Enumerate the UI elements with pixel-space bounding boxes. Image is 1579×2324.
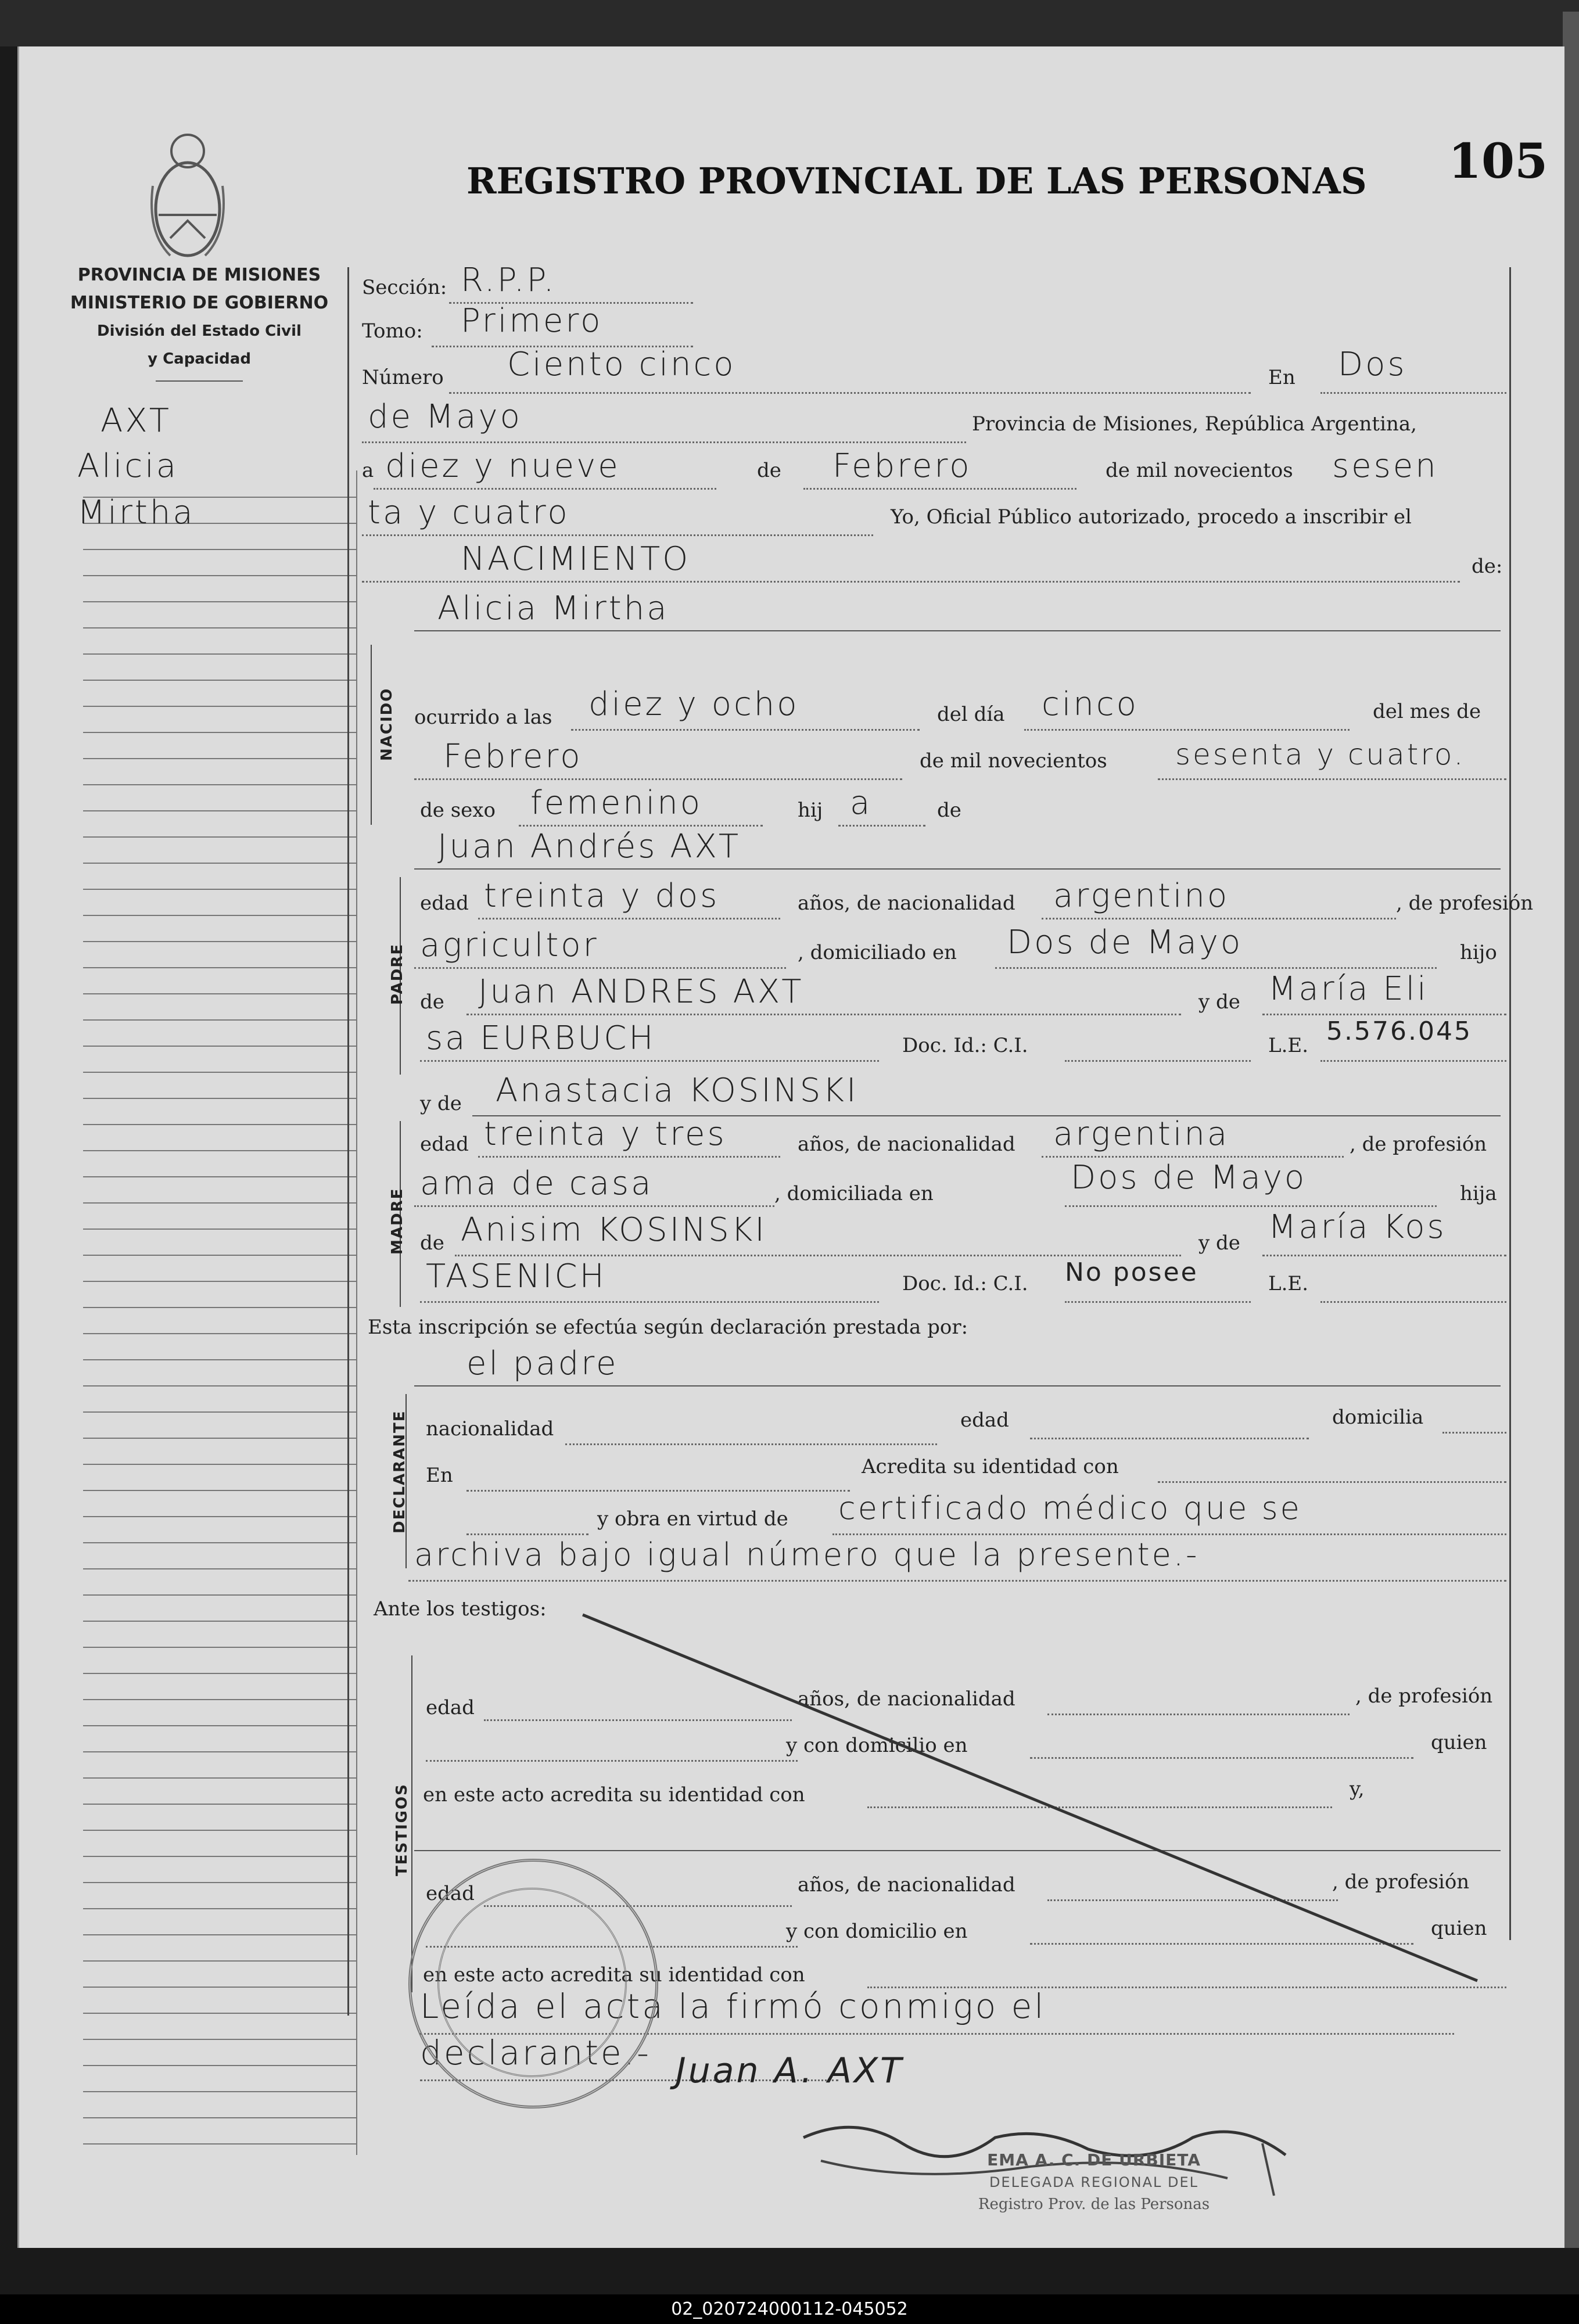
- seccion-value: R.P.P.: [461, 261, 557, 299]
- certificado-value: certificado médico que se: [838, 1490, 1302, 1526]
- leida-line-1: Leída el acta la firmó conmigo el: [420, 1987, 1046, 2026]
- anio1-value: sesen: [1332, 447, 1438, 485]
- madre-dom-label: , domiciliada en: [774, 1182, 934, 1205]
- ocurrido-label: ocurrido a las: [414, 706, 552, 729]
- ante-testigos-label: Ante los testigos:: [374, 1597, 547, 1621]
- division-name: División del Estado Civil: [97, 322, 302, 340]
- division-name-2: y Capacidad: [148, 350, 251, 368]
- padre-nac-label: años, de nacionalidad: [798, 892, 1015, 915]
- madre-doc-label: Doc. Id.: C.I.: [902, 1272, 1028, 1295]
- padre-madre1-value: María Eli: [1268, 970, 1429, 1008]
- official-seal-inner: [437, 1888, 627, 2077]
- official-name: EMA A. C. DE URBIETA: [987, 2150, 1201, 2169]
- scan-caption: 02_020724000112-045052: [0, 2294, 1579, 2324]
- t2-nac-label: años, de nacionalidad: [798, 1873, 1015, 1896]
- province-name: PROVINCIA DE MISIONES: [77, 265, 321, 285]
- t2-edad-label: edad: [426, 1882, 475, 1905]
- madre-y-de-label: y de: [420, 1092, 462, 1115]
- acto-value: NACIMIENTO: [461, 540, 691, 578]
- madre-nac-label: años, de nacionalidad: [798, 1133, 1015, 1156]
- hij-label: hij: [798, 799, 823, 822]
- padre-le-label: L.E.: [1268, 1034, 1309, 1057]
- de-mil-label: de mil novecientos: [1106, 459, 1293, 482]
- decl-edad-label: edad: [960, 1409, 1009, 1432]
- padre-dom-value: Dos de Mayo: [1007, 924, 1243, 961]
- seccion-label: Sección:: [362, 276, 447, 299]
- declarante-value: el padre: [466, 1345, 619, 1382]
- de-label-2: de: [937, 799, 961, 822]
- de-colon-label: de:: [1472, 555, 1503, 578]
- del-mes-label: del mes de: [1373, 700, 1481, 723]
- declaracion-label: Esta inscripción se efectúa según declaración prestada por:: [368, 1316, 968, 1339]
- register-page: [17, 46, 1564, 2248]
- numero-label: Número: [362, 366, 444, 389]
- official-office: Registro Prov. de las Personas: [978, 2196, 1210, 2213]
- provincia-label: Provincia de Misiones, República Argentina,: [972, 412, 1417, 436]
- lugar-value: de Mayo: [368, 398, 522, 436]
- tomo-label: Tomo:: [362, 319, 423, 343]
- t2-domicilio-label: y con domicilio en: [786, 1920, 968, 1943]
- del-dia-label: del día: [937, 703, 1005, 726]
- mes-value: Febrero: [832, 447, 972, 485]
- book-top-edge: [0, 0, 1579, 46]
- decl-obra-label: y obra en virtud de: [597, 1507, 788, 1531]
- madre-dom-value: Dos de Mayo: [1071, 1159, 1307, 1197]
- padre-nac-value: argentino: [1053, 877, 1230, 915]
- decl-nacionalidad-label: nacionalidad: [426, 1417, 554, 1441]
- padre-padre-value: Juan ANDRES AXT: [478, 973, 804, 1011]
- madre-madre2-value: TASENICH: [426, 1258, 607, 1295]
- leida-line-2: declarante.-: [420, 2033, 651, 2072]
- madre-nombre-value: Anastacia KOSINSKI: [496, 1072, 859, 1109]
- anio-nac-value: sesenta y cuatro.: [1175, 738, 1466, 771]
- page-title: REGISTRO PROVINCIAL DE LAS PERSONAS: [466, 160, 1367, 202]
- padre-doc-label: Doc. Id.: C.I.: [902, 1034, 1028, 1057]
- official-stamp-text: [920, 2149, 1268, 2215]
- t1-quien-label: quien: [1431, 1731, 1487, 1754]
- decl-en-label: En: [426, 1464, 453, 1487]
- hij-value: a: [850, 784, 873, 822]
- madre-nac-value: argentina: [1053, 1115, 1230, 1153]
- padre-nombre-value: Juan Andrés AXT: [437, 828, 741, 865]
- declarante-section-label: DECLARANTE: [391, 1410, 408, 1533]
- madre-y-de-label-2: y de: [1198, 1231, 1240, 1255]
- en-label: En: [1268, 366, 1296, 389]
- padre-prof-value: agricultor: [420, 926, 599, 964]
- padre-edad-label: edad: [420, 892, 469, 915]
- dia-nac-value: cinco: [1042, 685, 1139, 723]
- t1-domicilio-label: y con domicilio en: [786, 1734, 968, 1757]
- de-mil-nov-label: de mil novecientos: [920, 749, 1107, 773]
- t2-quien-label: quien: [1431, 1917, 1487, 1940]
- madre-de-label: de: [420, 1231, 444, 1255]
- de-label: de: [757, 459, 781, 482]
- t2-prof-label: , de profesión: [1332, 1870, 1470, 1894]
- testigos-section-label: TESTIGOS: [393, 1783, 411, 1876]
- mes-nac-value: Febrero: [443, 738, 583, 775]
- madre-prof-label: , de profesión: [1350, 1133, 1487, 1156]
- madre-le-label: L.E.: [1268, 1272, 1309, 1295]
- book-right-edge: [1563, 12, 1579, 2248]
- padre-madre2-value: sa EURBUCH: [426, 1019, 656, 1057]
- dia-value: diez y nueve: [385, 447, 620, 485]
- a-label: a: [362, 459, 374, 482]
- cancellation-stroke: [19, 46, 1564, 2248]
- padre-y-de-label: y de: [1198, 990, 1240, 1014]
- ministry-name: MINISTERIO DE GOBIERNO: [70, 293, 329, 313]
- t1-y-label: y,: [1350, 1777, 1365, 1801]
- margin-first-name: Alicia: [77, 447, 179, 485]
- padre-de-label: de: [420, 990, 444, 1014]
- padre-hijo-label: hijo: [1460, 941, 1497, 964]
- nombre-value: Alicia Mirtha: [437, 590, 669, 627]
- madre-prof-value: ama de casa: [420, 1165, 654, 1202]
- decl-domicilia-label: domicilia: [1332, 1406, 1424, 1429]
- tomo-value: Primero: [461, 302, 603, 340]
- madre-section-label: MADRE: [389, 1187, 406, 1255]
- padre-prof-label: , de profesión: [1396, 892, 1534, 915]
- padre-le-value: 5.576.045: [1326, 1016, 1472, 1046]
- en-value: Dos: [1338, 346, 1407, 383]
- anio2-value: ta y cuatro: [368, 494, 570, 531]
- madre-madre1-value: María Kos: [1268, 1208, 1447, 1246]
- madre-edad-value: treinta y tres: [484, 1115, 727, 1153]
- madre-hija-label: hija: [1460, 1182, 1497, 1205]
- padre-dom-label: , domiciliado en: [798, 941, 957, 964]
- madre-ci-value: No posee: [1065, 1258, 1198, 1287]
- madre-padre-value: Anisim KOSINSKI: [461, 1211, 767, 1249]
- t1-prof-label: , de profesión: [1355, 1684, 1493, 1708]
- sexo-label: de sexo: [420, 799, 496, 822]
- archiva-value: archiva bajo igual número que la presente.-: [414, 1536, 1200, 1573]
- nacido-section-label: NACIDO: [378, 687, 396, 761]
- t2-acredita-label: en este acto acredita su identidad con: [423, 1963, 805, 1987]
- padre-section-label: PADRE: [389, 943, 406, 1005]
- official-title: DELEGADA REGIONAL DEL: [989, 2174, 1199, 2190]
- t1-acredita-label: en este acto acredita su identidad con: [423, 1783, 805, 1806]
- decl-acredita-label: Acredita su identidad con: [862, 1455, 1119, 1478]
- sexo-value: femenino: [530, 784, 702, 822]
- margin-surname: AXT: [101, 402, 171, 440]
- oficial-label: Yo, Oficial Público autorizado, procedo a inscribir el: [891, 505, 1412, 529]
- numero-value: Ciento cinco: [507, 346, 736, 383]
- page-number: 105: [1448, 134, 1548, 189]
- t1-edad-label: edad: [426, 1696, 475, 1719]
- madre-edad-label: edad: [420, 1133, 469, 1156]
- signature-declarante: Juan A. AXT: [676, 2050, 904, 2091]
- padre-edad-value: treinta y dos: [484, 877, 720, 915]
- t1-nac-label: años, de nacionalidad: [798, 1687, 1015, 1711]
- hora-value: diez y ocho: [588, 685, 799, 723]
- margin-middle-name: Mirtha: [77, 494, 195, 531]
